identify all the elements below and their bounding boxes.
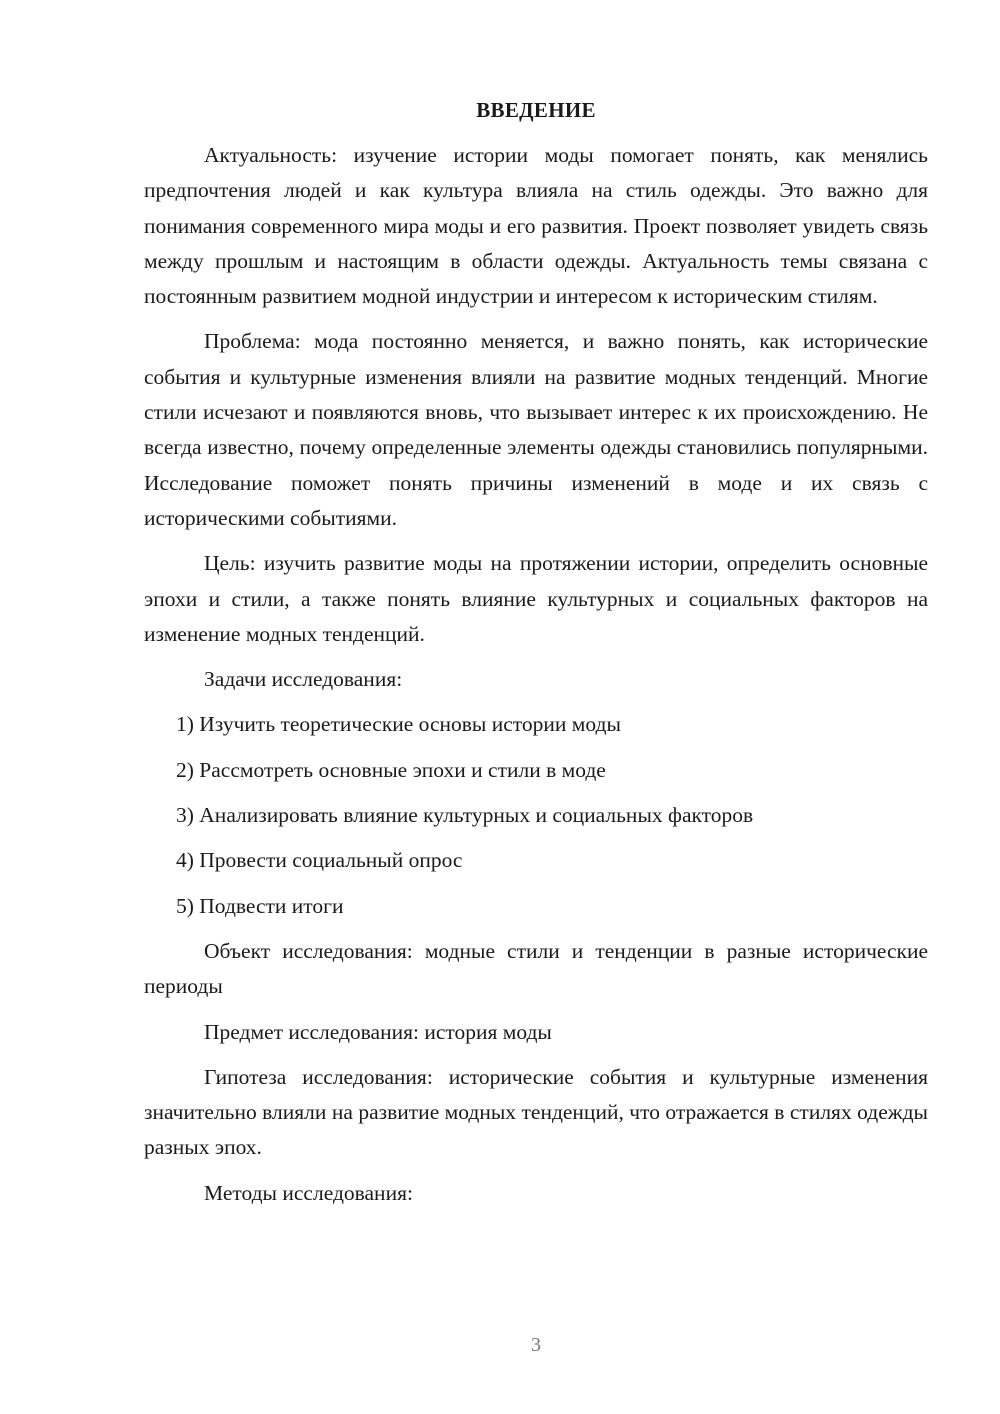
problem-paragraph: Проблема: мода постоянно меняется, и важно понять, как исторические события и культурные изменения влияли на развитие модных тенденций. Многие стили исчезают и появляются вновь, что вызывает интерес к их происхождению. Не всегда известно, почему определенные элементы одежды становились популярными. Исследование поможет понять причины изменений в моде и их связь с историческими событиями. [144, 329, 928, 530]
page-number: 3 [531, 1334, 541, 1356]
object-paragraph: Объект исследования: модные стили и тенденции в разные исторические периоды [144, 938, 928, 999]
tasks-title: Задачи исследования: [204, 667, 403, 692]
task-item: 1) Изучить теоретические основы истории моды [176, 712, 621, 737]
goal-paragraph: Цель: изучить развитие моды на протяжении истории, определить основные эпохи и стили, а также понять влияние культурных и социальных факторов на изменение модных тенденций. [144, 551, 928, 646]
task-item: 4) Провести социальный опрос [176, 848, 463, 873]
page-content [144, 96, 928, 1221]
subject-paragraph: Предмет исследования: история моды [204, 1019, 552, 1044]
page-heading: ВВЕДЕНИЕ [476, 98, 596, 122]
methods-paragraph: Методы исследования: [204, 1180, 413, 1205]
relevance-paragraph: Актуальность: изучение истории моды помогает понять, как менялись предпочтения людей и как культура влияла на стиль одежды. Это важно для понимания современного мира моды и его развития. Проект позволяет увидеть связь между прошлым и настоящим в области одежды. Актуальность темы связана с постоянным развитием модной индустрии и интересом к историческим стилям. [144, 143, 928, 309]
task-item: 2) Рассмотреть основные эпохи и стили в моде [176, 757, 606, 782]
task-item: 3) Анализировать влияние культурных и социальных факторов [176, 803, 754, 828]
hypothesis-paragraph: Гипотеза исследования: исторические события и культурные изменения значительно влияли на развитие модных тенденций, что отражается в стилях одежды разных эпох. [144, 1064, 928, 1160]
tasks-list [144, 707, 928, 923]
task-item: 5) Подвести итоги [176, 893, 344, 918]
